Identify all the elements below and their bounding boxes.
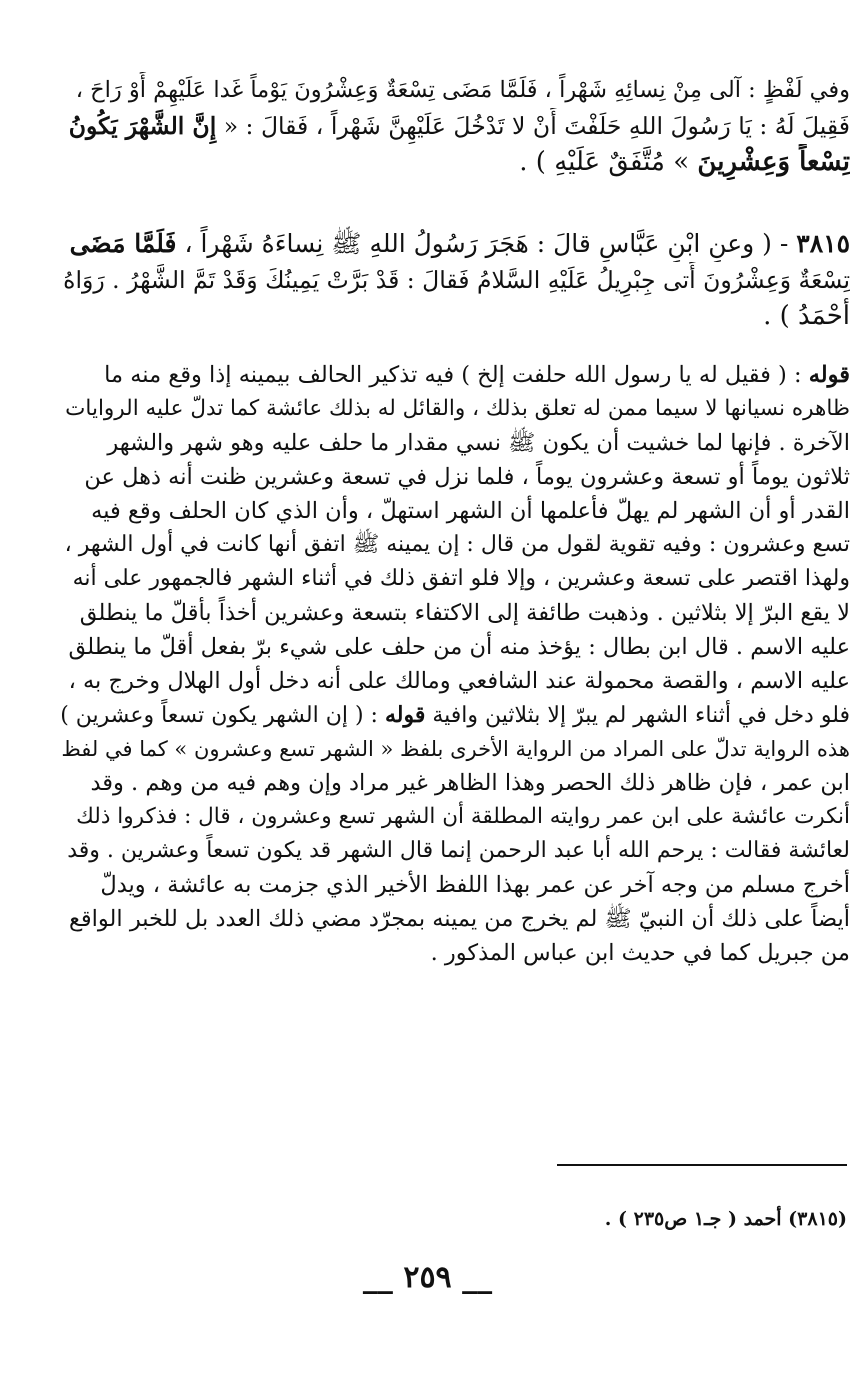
text-segment: فلو دخل في أثناء الشهر لم يبرّ إلا بثلاثين وافية — [425, 703, 850, 728]
text-segment: - ( وعنِ ابْنِ عَبَّاسٍ قالَ : هَجَرَ رَسُولُ اللهِ ﷺ نِساءَهُ شَهْراً ، — [176, 229, 797, 258]
bold-phrase: إِنَّ الشَّهْرَ يَكُونُ — [68, 112, 217, 140]
hadith-continuation — [60, 72, 850, 180]
text-segment: » مُتَّفَقٌ عَلَيْهِ ) . — [519, 147, 698, 177]
text-line: من جبريل كما في حديث ابن عباس المذكور . — [430, 940, 850, 966]
text-segment: فَقِيلَ لَهُ : يَا رَسُولَ اللهِ حَلَفْتَ أَنْ لا تَدْخُلَ عَلَيْهِنَّ شَهْراً ، فَقالَ : « — [216, 112, 850, 140]
hadith-number: ٣٨١٥ — [796, 229, 850, 258]
text-line: أيضاً على ذلك أن النبيّ ﷺ لم يخرج من يمينه بمجرّد مضي ذلك العدد بل للخبر الواقع — [68, 906, 850, 932]
text-line: أنكرت عائشة على ابن عمر روايته المطلقة أن الشهر تسع وعشرون ، قال : فذكروا ذلك — [76, 804, 850, 829]
text-line — [60, 108, 850, 144]
hadith-3815 — [60, 226, 850, 334]
text-line: ولهذا اقتصر على تسعة وعشرين ، وإلا فلو اتفق ذلك في أثناء الشهر فالجمهور على أنه — [72, 566, 850, 591]
text-line — [60, 358, 850, 392]
text-line: تسع وعشرون : وفيه تقوية لقول من قال : إن يمينه ﷺ اتفق أنها كانت في أول الشهر ، — [64, 532, 850, 557]
text-line: ثلاثون يوماً أو تسعة وعشرون يوماً ، فلما نزل في تسعة وعشرين ظنت أنه ذهل عن — [84, 464, 850, 490]
bold-phrase: قوله — [384, 702, 426, 728]
footnote-divider — [557, 1164, 847, 1166]
commentary — [60, 358, 850, 970]
text-line: القدر أو أن الشهر لم يهلّ فأعلمها أن الشهر استهلّ ، وأن الذي كان الحلف وقع فيه — [91, 498, 850, 524]
text-line: ابن عمر ، فإن ظاهر ذلك الحصر وهذا الظاهر غير مراد وإن وهم فيه من وهم . وقد — [90, 770, 850, 796]
text-line: الآخرة . فإنها لما خشيت أن يكون ﷺ نسي مقدار ما حلف عليه وهو شهر والشهر — [107, 430, 850, 456]
bold-phrase: تِسْعاً وَعِشْرِينَ — [697, 147, 850, 177]
text-line: هذه الرواية تدلّ على المراد من الرواية الأخرى بلفظ « الشهر تسع وعشرون » كما في لفظ — [61, 737, 850, 761]
text-line: تِسْعَةٌ وَعِشْرُونَ أَتى جِبْرِيلُ عَلَيْهِ السَّلامُ فَقالَ : قَدْ بَرَّتْ يَمِينُكَ وَقَدْ تَمَّ الشَّهْرُ . رَوَاهُ — [63, 266, 850, 294]
text-line: أخرج مسلم من وجه آخر عن عمر بهذا اللفظ الأخير الذي جزمت به عائشة ، ويدلّ — [100, 872, 850, 898]
bold-phrase: فَلَمَّا مَضَى — [69, 229, 177, 258]
footnote: (٣٨١٥) أحمد ( جـ١ ص٢٣٥ ) . — [604, 1208, 847, 1230]
text-segment: : ( فقيل له يا رسول الله حلفت إلخ ) فيه تذكير الحالف بيمينه إذا وقع منه ما — [104, 362, 809, 388]
text-line: عليه الاسم . قال ابن بطال : يؤخذ منه أن من حلف على شيء برّ بفعل أقلّ ما ينطلق — [68, 634, 850, 660]
text-segment: : ( إن الشهر يكون تسعاً وعشرين ) — [60, 703, 385, 728]
text-line: لعائشة فقالت : يرحم الله أبا عبد الرحمن إنما قال الشهر قد يكون تسعاً وعشرين . وقد — [67, 838, 850, 863]
text-line — [60, 698, 850, 732]
text-line: وفي لَفْظٍ : آلى مِنْ نِسائِهِ شَهْراً ، فَلَمَّا مَضَى تِسْعَةٌ وَعِشْرُونَ يَوْماً غَدا عَلَيْهِمْ أَوْ رَاحَ ، — [75, 77, 850, 103]
text-line — [60, 144, 850, 180]
page-number: __ ٢٥٩ __ — [362, 1260, 493, 1295]
bold-phrase: قوله — [808, 362, 850, 388]
text-line: لا يقع البرّ إلا بثلاثين . وذهبت طائفة إلى الاكتفاء بتسعة وعشرين أخذاً بأقلّ ما ينطلق — [79, 600, 850, 626]
text-line — [60, 226, 850, 262]
text-line: عليه الاسم ، والقصة محمولة عند الشافعي ومالك على أنه دخل أول الهلال وخرج به ، — [68, 668, 850, 694]
text-line: أَحْمَدُ ) . — [763, 301, 850, 331]
text-line: ظاهره نسيانها لا سيما ممن له تعلق بذلك ، والقائل له بذلك عائشة كما تدلّ عليه الروايات — [65, 396, 850, 421]
